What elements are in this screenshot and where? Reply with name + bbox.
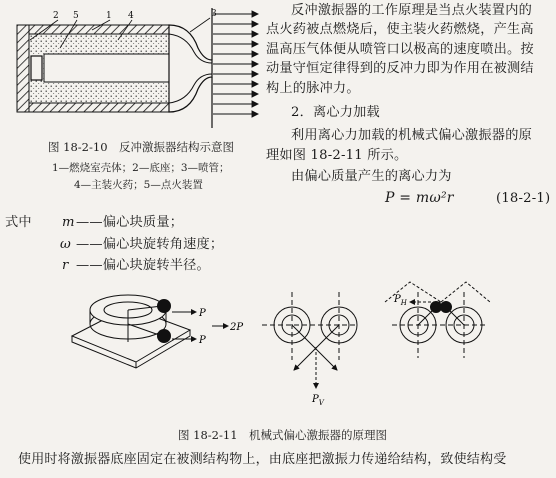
vertical-force-diagram (262, 292, 357, 388)
callout-3: 3 (211, 9, 217, 19)
def-desc-omega: ——偏心块旋转角速度； (76, 237, 224, 252)
force-ph: $P_H$ (394, 294, 407, 307)
exhaust-arrows (213, 11, 258, 117)
def-sym-m: m (62, 215, 75, 230)
figure-18-2-11 (0, 280, 556, 420)
fig1-legend-1: 1—燃烧室壳体；2—底座；3—喷管； (52, 162, 230, 174)
callout-4: 4 (128, 11, 134, 21)
igniter (31, 56, 42, 80)
eccentric-exciter-3d (72, 295, 190, 368)
base-plate (17, 25, 29, 112)
callout-1: 1 (106, 11, 112, 21)
force-p-bottom: P (199, 335, 206, 346)
chamber-shell-bottom (29, 103, 169, 112)
defs-lead: 式中 (5, 215, 32, 230)
def-sym-r: r (62, 258, 69, 273)
force-p-top: P (199, 308, 206, 319)
eccentric-mass-top (157, 299, 171, 313)
horizontal-force-diagram (385, 282, 490, 358)
equation-number: (18-2-1) (496, 191, 551, 206)
body-line-1: 反冲激振器的工作原理是当点火装置内的 (291, 3, 532, 18)
nozzle (169, 25, 212, 112)
force-pv: $P_V$ (312, 394, 324, 407)
fig1-legend-2: 4—主装火药；5—点火装置 (74, 179, 203, 191)
callout-5: 5 (73, 11, 79, 21)
body-line-5: 构上的脉冲力。 (266, 81, 360, 96)
fig1-caption: 图 18-2-10 反冲激振器结构示意图 (48, 140, 235, 154)
fig2-caption: 图 18-2-11 机械式偏心激振器的原理图 (178, 428, 388, 442)
body-line-2: 点火药被点燃烧后，使主装火药燃烧，产生高 (266, 22, 534, 37)
para2-line-2: 理如图 18-2-11 所示。 (266, 148, 408, 163)
right-mass-right (440, 301, 452, 313)
body-line-4: 动量守恒定律得到的反冲力即为作用在被测结 (266, 61, 534, 76)
def-desc-m: ——偏心块质量； (76, 215, 184, 230)
bottom-text: 使用时将激振器底座固定在被测结构物上，由底座把激振力传递给结构，致使结构受 (18, 452, 507, 467)
figure-18-2-10 (0, 0, 262, 130)
para2-line-1: 利用离心力加载的机械式偏心激振器的原 (291, 128, 532, 143)
equation: P = mω²r (385, 190, 454, 206)
force-2p: 2P (230, 322, 244, 333)
def-sym-omega: ω (60, 237, 71, 252)
section-title: 2．离心力加载 (291, 105, 380, 120)
callout-2: 2 (53, 11, 59, 21)
def-desc-r: ——偏心块旋转半径。 (76, 258, 210, 273)
bore (44, 54, 169, 82)
para3: 由偏心质量产生的离心力为 (291, 169, 452, 184)
body-line-3: 温高压气体便从喷管口以极高的速度喷出。按 (266, 42, 534, 57)
eccentric-mass-bottom (157, 329, 171, 343)
